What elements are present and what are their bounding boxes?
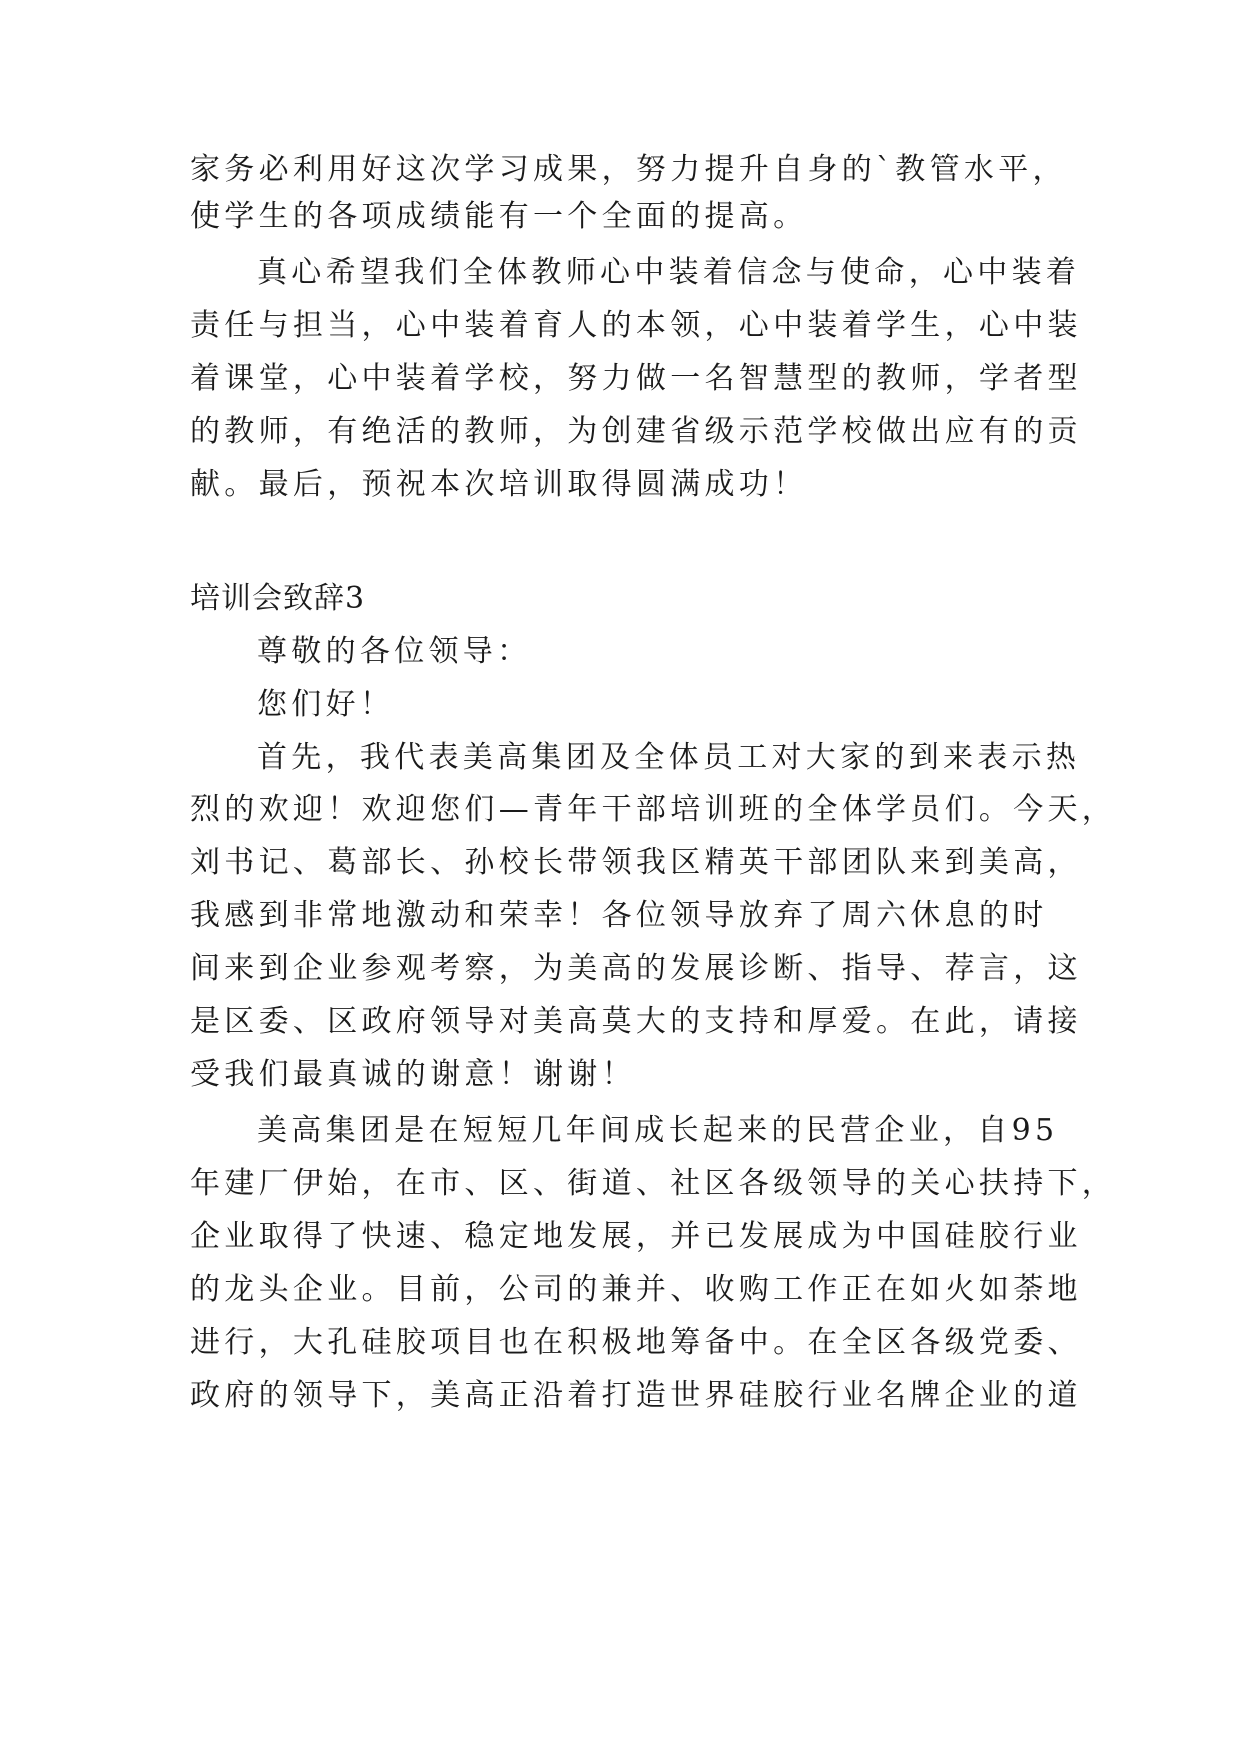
- body-line: 的龙头企业。目前，公司的兼并、收购工作正在如火如荼地: [190, 1272, 1082, 1307]
- body-line: 年建厂伊始，在市、区、街道、社区各级领导的关心扶持下，: [190, 1166, 1117, 1201]
- body-line: 政府的领导下，美高正沿着打造世界硅胶行业名牌企业的道: [190, 1378, 1082, 1413]
- body-line: 刘书记、葛部长、孙校长带领我区精英干部团队来到美高，: [190, 845, 1082, 880]
- body-line: 间来到企业参观考察，为美高的发展诊断、指导、荐言，这: [190, 951, 1082, 986]
- body-line: 是区委、区政府领导对美高莫大的支持和厚爱。在此，请接: [190, 1004, 1082, 1039]
- body-line: 着课堂，心中装着学校，努力做一名智慧型的教师，学者型: [190, 361, 1082, 396]
- body-line: 使学生的各项成绩能有一个全面的提高。: [190, 199, 808, 234]
- body-line: 献。最后，预祝本次培训取得圆满成功！: [190, 467, 808, 502]
- greeting: 您们好！: [257, 687, 395, 722]
- paragraph-first-line: 美高集团是在短短几年间成长起来的民营企业，自95: [257, 1113, 1059, 1148]
- body-line: 企业取得了快速、稳定地发展，并已发展成为中国硅胶行业: [190, 1219, 1082, 1254]
- section-heading: 培训会致辞3: [190, 581, 366, 616]
- paragraph-first-line: 首先，我代表美高集团及全体员工对大家的到来表示热: [257, 740, 1081, 775]
- body-line: 责任与担当，心中装着育人的本领，心中装着学生，心中装: [190, 308, 1082, 343]
- paragraph-first-line: 真心希望我们全体教师心中装着信念与使命，心中装着: [257, 255, 1081, 290]
- body-line: 受我们最真诚的谢意！谢谢！: [190, 1057, 636, 1092]
- body-line: 的教师，有绝活的教师，为创建省级示范学校做出应有的贡: [190, 414, 1082, 449]
- salutation: 尊敬的各位领导：: [257, 634, 532, 669]
- body-line: 烈的欢迎！欢迎您们—青年干部培训班的全体学员们。今天，: [190, 792, 1117, 827]
- body-line: 家务必利用好这次学习成果，努力提升自身的`教管水平，: [190, 152, 1067, 187]
- body-line: 进行，大孔硅胶项目也在积极地筹备中。在全区各级党委、: [190, 1325, 1082, 1360]
- body-line: 我感到非常地激动和荣幸！各位领导放弃了周六休息的时: [190, 898, 1048, 933]
